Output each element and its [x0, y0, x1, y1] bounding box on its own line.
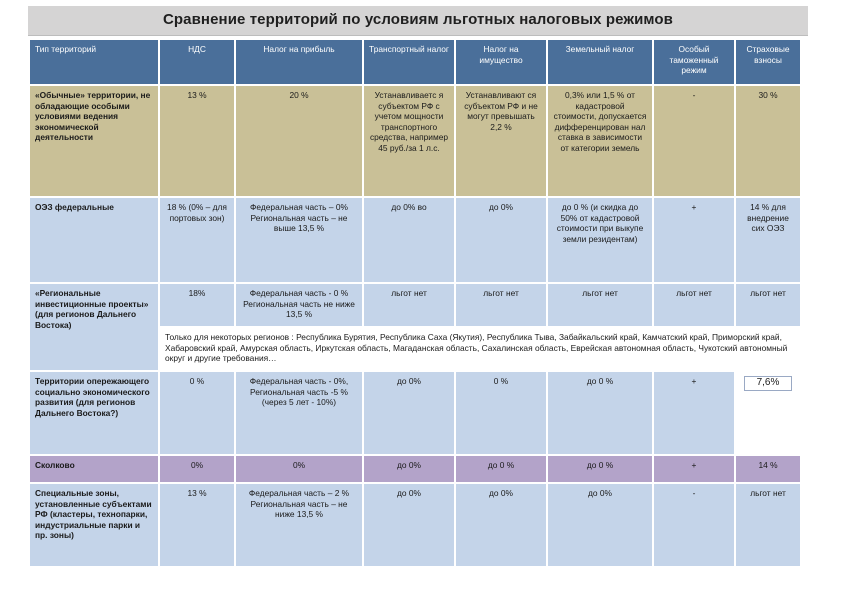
- cell-land-tax: льгот нет: [547, 283, 653, 327]
- cell-vat: 18%: [159, 283, 235, 327]
- header-row: [29, 39, 801, 85]
- cell-land-tax: до 0 %: [547, 371, 653, 455]
- header-territory-type: Тип территорий: [29, 39, 159, 85]
- cell-land-tax: до 0 % (и скидка до 50% от кадастровой стоимости при выкупе земли резидентам): [547, 197, 653, 283]
- region-note: Только для некоторых регионов : Республика Бурятия, Республика Саха (Якутия), Республика Тыва, Забайкальский край, Камчатский край, Приморский край, Хабаровский край, Амурская область, Иркутская область, Магаданская область, Сахалинская область, Еврейская автономная область, Чукотский автономный округ и другие требования…: [159, 327, 801, 371]
- row-name: ОЭЗ федеральные: [29, 197, 159, 283]
- page-title: Сравнение территорий по условиям льготных налоговых режимов: [162, 11, 674, 28]
- table-row: [29, 371, 801, 455]
- cell-land-tax: до 0 %: [547, 455, 653, 483]
- cell-customs-regime: -: [653, 483, 735, 567]
- header-insurance: Страховые взносы: [735, 39, 801, 85]
- cell-profit-tax: Федеральная часть - 0 % Региональная часть не ниже 13,5 %: [235, 283, 363, 327]
- table-row: [29, 455, 801, 483]
- cell-customs-regime: +: [653, 371, 735, 455]
- cell-profit-tax: Федеральная часть – 0% Региональная часть – не выше 13,5 %: [235, 197, 363, 283]
- cell-property-tax: Устанавливают ся субъектом РФ и не могут превышать 2,2 %: [455, 85, 547, 197]
- row-name: Специальные зоны, установленные субъектами РФ (кластеры, технопарки, индустриальные парки и пр. зоны): [29, 483, 159, 567]
- cell-profit-tax: Федеральная часть - 0%, Региональная часть -5 % (через 5 лет - 10%): [235, 371, 363, 455]
- table-row: [29, 85, 801, 197]
- header-property-tax: Налог на имущество: [455, 39, 547, 85]
- cell-vat: 13 %: [159, 483, 235, 567]
- highlighted-value: 7,6%: [744, 376, 793, 391]
- cell-land-tax: до 0%: [547, 483, 653, 567]
- header-transport-tax: Транспортный налог: [363, 39, 455, 85]
- cell-transport-tax: до 0%: [363, 483, 455, 567]
- cell-insurance: [735, 371, 801, 455]
- cell-transport-tax: до 0%: [363, 371, 455, 455]
- cell-insurance: 14 %: [735, 455, 801, 483]
- cell-customs-regime: -: [653, 85, 735, 197]
- cell-land-tax: 0,3% или 1,5 % от кадастровой стоимости, допускается дифференцирован нал ставка в зависимости от категории земель: [547, 85, 653, 197]
- cell-customs-regime: +: [653, 197, 735, 283]
- header-land-tax: Земельный налог: [547, 39, 653, 85]
- cell-property-tax: до 0 %: [455, 455, 547, 483]
- cell-property-tax: до 0%: [455, 197, 547, 283]
- cell-property-tax: до 0%: [455, 483, 547, 567]
- cell-insurance: 30 %: [735, 85, 801, 197]
- header-profit-tax: Налог на прибыль: [235, 39, 363, 85]
- table-row: [29, 483, 801, 567]
- row-name: «Обычные» территории, не обладающие особыми условиями ведения экономической деятельности: [29, 85, 159, 197]
- row-name: Территории опережающего социально экономического развития (для регионов Дальнего Востока?): [29, 371, 159, 455]
- table-row: [29, 283, 801, 327]
- row-name: «Региональные инвестиционные проекты» (для регионов Дальнего Востока): [29, 283, 159, 371]
- cell-vat: 13 %: [159, 85, 235, 197]
- cell-profit-tax: 0%: [235, 455, 363, 483]
- cell-customs-regime: льгот нет: [653, 283, 735, 327]
- header-customs-regime: Особый таможенный режим: [653, 39, 735, 85]
- cell-transport-tax: до 0% во: [363, 197, 455, 283]
- cell-profit-tax: Федеральная часть – 2 % Региональная часть – не ниже 13,5 %: [235, 483, 363, 567]
- cell-insurance: 14 % для внедрение сих ОЭЗ: [735, 197, 801, 283]
- cell-insurance: льгот нет: [735, 483, 801, 567]
- cell-transport-tax: до 0%: [363, 455, 455, 483]
- comparison-table: [28, 38, 802, 568]
- cell-property-tax: 0 %: [455, 371, 547, 455]
- cell-vat: 0%: [159, 455, 235, 483]
- cell-insurance: льгот нет: [735, 283, 801, 327]
- title-bar: [28, 6, 808, 36]
- cell-vat: 0 %: [159, 371, 235, 455]
- header-vat: НДС: [159, 39, 235, 85]
- cell-customs-regime: +: [653, 455, 735, 483]
- cell-profit-tax: 20 %: [235, 85, 363, 197]
- cell-vat: 18 % (0% – для портовых зон): [159, 197, 235, 283]
- cell-transport-tax: льгот нет: [363, 283, 455, 327]
- cell-property-tax: льгот нет: [455, 283, 547, 327]
- table-row: [29, 197, 801, 283]
- cell-transport-tax: Устанавливаетс я субъектом РФ с учетом мощности транспортного средства, например 45 руб./за 1 л.с.: [363, 85, 455, 197]
- row-name: Сколково: [29, 455, 159, 483]
